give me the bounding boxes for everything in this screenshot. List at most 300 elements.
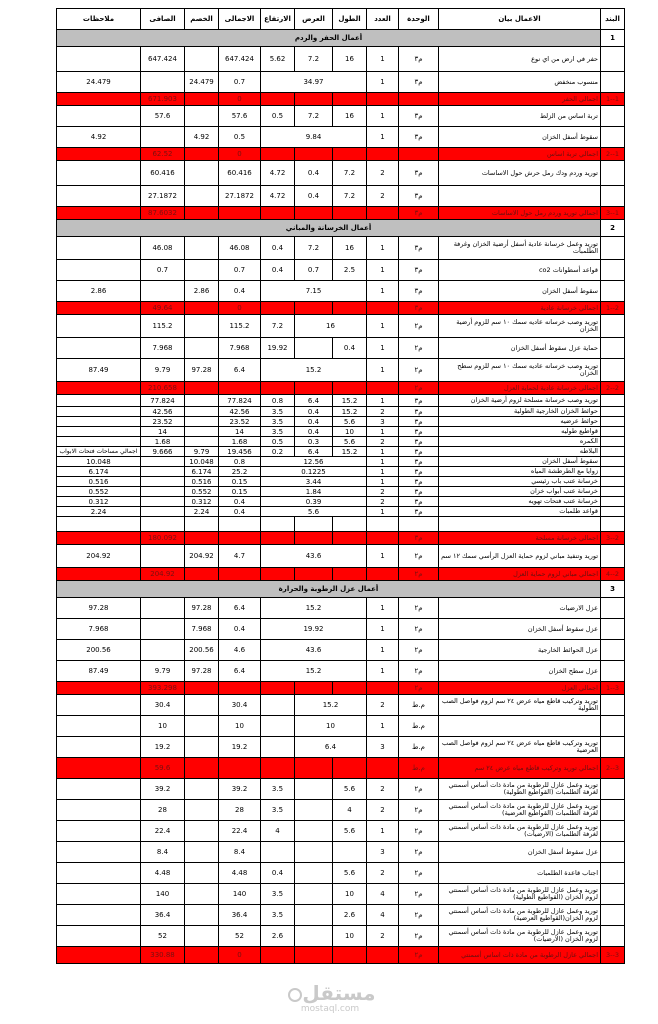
- item-height: 0.4: [261, 863, 295, 884]
- item-net: 87.49: [57, 359, 141, 382]
- item-width: [295, 863, 333, 884]
- item-description: اجمالي خرسانة عادية لحماية العزل: [439, 382, 601, 395]
- item-net: 0.312: [57, 497, 141, 507]
- item-total: 30.4: [219, 695, 261, 716]
- item-count: 1: [367, 619, 399, 640]
- item-total: 0: [219, 93, 261, 106]
- header-row: [57, 9, 625, 30]
- item-count: [367, 148, 399, 161]
- item-description: توريد وتركيب قاطع مياه عرض ٢٤ سم لزوم فواصل الصب الطولية: [439, 695, 601, 716]
- empty-cell: [295, 517, 333, 532]
- item-width: [295, 842, 333, 863]
- item-code: [601, 477, 625, 487]
- item-height: 3.5: [261, 407, 295, 417]
- header-count: العدد: [367, 9, 399, 30]
- item-height: 4.6: [219, 640, 261, 661]
- item-code: [601, 186, 625, 207]
- item-total: [219, 758, 261, 779]
- section-title: أعمال الخرسانة والمباني: [57, 220, 601, 237]
- item-net: 60.416: [141, 161, 185, 186]
- item-total: [219, 532, 261, 545]
- item-net: 7.968: [57, 619, 141, 640]
- item-note: [57, 532, 141, 545]
- item-height: [261, 758, 295, 779]
- empty-cell: [141, 517, 185, 532]
- item-count: 1: [367, 545, 399, 568]
- item-count: 1: [367, 315, 399, 338]
- item-length: 7.2: [333, 186, 367, 207]
- item-total: 52: [219, 926, 261, 947]
- item-description: قواطيع طوليه: [439, 427, 601, 437]
- item-height: 0.15: [219, 477, 261, 487]
- empty-cell: [57, 517, 141, 532]
- item-net: 97.28: [57, 598, 141, 619]
- item-total: 39.2: [219, 779, 261, 800]
- item-width: 7.2: [295, 237, 333, 260]
- item-code: [601, 661, 625, 682]
- item-net: 39.2: [141, 779, 185, 800]
- item-length: 5.6: [333, 821, 367, 842]
- item-description: عزل سقوط أسفل الخزان: [439, 619, 601, 640]
- item-height: 25.2: [219, 467, 261, 477]
- item-description: عزل سطح الخزان: [439, 661, 601, 682]
- subtotal-row: [57, 148, 625, 161]
- item-length: 10: [333, 926, 367, 947]
- item-unit: م٣: [399, 477, 439, 487]
- item-net: 52: [141, 926, 185, 947]
- section-number: 1: [601, 30, 625, 47]
- item-deduct: [141, 477, 185, 487]
- item-net: 57.6: [141, 106, 185, 127]
- item-deduct: [185, 821, 219, 842]
- item-description: زوايا مع الطرطشة المياه: [439, 467, 601, 477]
- item-width: [295, 926, 333, 947]
- item-row: [57, 395, 625, 407]
- item-dimension-merged: 7.15: [261, 281, 367, 302]
- item-unit: م٣: [399, 417, 439, 427]
- item-width: [295, 93, 333, 106]
- item-deduct: [185, 417, 219, 427]
- item-length: [333, 93, 367, 106]
- item-count: 1: [367, 447, 399, 457]
- item-row: [57, 619, 625, 640]
- item-note: [57, 395, 141, 407]
- item-length: [333, 302, 367, 315]
- section-number: 3: [601, 581, 625, 598]
- item-code: [601, 359, 625, 382]
- item-net: 115.2: [141, 315, 185, 338]
- item-count: 1: [367, 72, 399, 93]
- item-code: [601, 281, 625, 302]
- item-unit: م٣: [399, 161, 439, 186]
- item-unit: م٢: [399, 863, 439, 884]
- item-row: [57, 417, 625, 427]
- item-count: 1: [367, 106, 399, 127]
- item-width: 0.4: [295, 427, 333, 437]
- item-unit: م٣: [399, 127, 439, 148]
- watermark-arabic: مستقل: [302, 981, 376, 1005]
- item-unit: م٣: [399, 457, 439, 467]
- item-width: [295, 568, 333, 581]
- item-height: 0.5: [219, 127, 261, 148]
- item-unit: [399, 148, 439, 161]
- item-total: 23.52: [219, 417, 261, 427]
- item-unit: م٣: [399, 427, 439, 437]
- item-dimension-merged: 16: [295, 315, 367, 338]
- item-height: [261, 737, 295, 758]
- item-width: [295, 821, 333, 842]
- item-unit: م٢: [399, 640, 439, 661]
- item-count: 1: [367, 821, 399, 842]
- item-unit: م٢: [399, 884, 439, 905]
- item-unit: م٣: [399, 487, 439, 497]
- item-net: 10: [141, 716, 185, 737]
- item-total: 6.174: [185, 467, 219, 477]
- item-total: [219, 568, 261, 581]
- item-height: 3.5: [261, 905, 295, 926]
- item-note: [57, 437, 141, 447]
- item-total: 4.92: [185, 127, 219, 148]
- item-deduct: [185, 302, 219, 315]
- item-height: 0.4: [261, 260, 295, 281]
- item-height: 0.5: [261, 437, 295, 447]
- item-deduct: [185, 186, 219, 207]
- item-total: 14: [219, 427, 261, 437]
- item-count: 1: [367, 598, 399, 619]
- item-count: 2: [367, 863, 399, 884]
- item-length: 15.2: [333, 395, 367, 407]
- mostaql-logo-icon: [288, 988, 302, 1002]
- item-height: 0.4: [261, 237, 295, 260]
- item-code: [601, 842, 625, 863]
- item-count: 1: [367, 457, 399, 467]
- item-height: 0.8: [219, 457, 261, 467]
- item-code: [601, 598, 625, 619]
- item-description: حفر في ارض من اي نوع: [439, 47, 601, 72]
- header-notes: ملاحظات: [57, 9, 141, 30]
- item-row: [57, 640, 625, 661]
- item-net: 0.552: [57, 487, 141, 497]
- item-description: اجمالي الحفر: [439, 93, 601, 106]
- item-description: توريد وعمل عازل للرطوبة من مادة ذات أساس أسمنتي لزوم الخزان (القواطيع الطولية): [439, 884, 601, 905]
- item-count: [367, 93, 399, 106]
- item-description: عزل سقوط أسفل الخزان: [439, 842, 601, 863]
- item-code: 3--3: [601, 947, 625, 964]
- item-note: [57, 237, 141, 260]
- item-count: 2: [367, 497, 399, 507]
- item-description: اجمالي خرسانة مسلحة: [439, 532, 601, 545]
- item-count: 1: [367, 716, 399, 737]
- item-net: 42.56: [141, 407, 185, 417]
- item-code: 2--2: [601, 382, 625, 395]
- item-note: [57, 568, 141, 581]
- header-height: الارتفاع: [261, 9, 295, 30]
- item-total: 19.2: [219, 737, 261, 758]
- item-row: [57, 477, 625, 487]
- item-width: 7.2: [295, 106, 333, 127]
- item-description: توريد وصب خرسانه عاديه سمك ١٠ سم للزوم سطح الخزان: [439, 359, 601, 382]
- item-net: 19.2: [141, 737, 185, 758]
- empty-cell: [399, 517, 439, 532]
- item-length: [333, 758, 367, 779]
- item-row: [57, 427, 625, 437]
- item-count: 1: [367, 47, 399, 72]
- item-note: [57, 302, 141, 315]
- item-code: [601, 695, 625, 716]
- item-count: 1: [367, 338, 399, 359]
- header-deduct: الخصم: [185, 9, 219, 30]
- item-row: [57, 487, 625, 497]
- item-net: 0.7: [141, 260, 185, 281]
- item-row: [57, 661, 625, 682]
- item-height: 3.5: [261, 427, 295, 437]
- subtotal-row: [57, 947, 625, 964]
- item-description: اجمالي العزل: [439, 682, 601, 695]
- item-count: 2: [367, 695, 399, 716]
- item-net: 180.092: [141, 532, 185, 545]
- item-dimension-merged: 43.6: [261, 545, 367, 568]
- item-note: [57, 148, 141, 161]
- section-header: [57, 581, 625, 598]
- item-width: [295, 682, 333, 695]
- item-unit: م٣: [399, 447, 439, 457]
- item-dimension-merged: 6.4: [295, 737, 367, 758]
- item-deduct: [185, 779, 219, 800]
- subtotal-row: [57, 532, 625, 545]
- item-deduct: [185, 161, 219, 186]
- item-unit: م٢: [399, 545, 439, 568]
- item-unit: م٣: [399, 395, 439, 407]
- item-unit: م٢: [399, 568, 439, 581]
- item-dimension-merged: 1.84: [261, 487, 367, 497]
- item-width: 0.4: [295, 161, 333, 186]
- item-row: [57, 447, 625, 457]
- item-total: 0.552: [185, 487, 219, 497]
- item-code: [601, 863, 625, 884]
- item-note: [57, 695, 141, 716]
- item-length: [333, 532, 367, 545]
- item-description: توريد وعمل عازل للرطوبة من مادة ذات أساس أسمنتي لغرفة الطلمبات (القواطيع الطولية): [439, 779, 601, 800]
- item-code: [601, 457, 625, 467]
- section-number: 2: [601, 220, 625, 237]
- item-net: 87.49: [57, 661, 141, 682]
- item-unit: م٢: [399, 619, 439, 640]
- item-net: 10.048: [57, 457, 141, 467]
- item-unit: م٢: [399, 382, 439, 395]
- item-description: عزل الارضيات: [439, 598, 601, 619]
- item-description: اجمالي خرسانة عادية: [439, 302, 601, 315]
- item-height: 3.5: [261, 884, 295, 905]
- item-height: 19.92: [261, 338, 295, 359]
- item-dimension-merged: 15.2: [295, 695, 367, 716]
- item-row: [57, 186, 625, 207]
- item-description: توريد وردم ودك رمل حرش حول الاساسات: [439, 161, 601, 186]
- item-description: اجمالي عازل الرطوبة من مادة ذات اساس أسمنتي: [439, 947, 601, 964]
- item-total: 0.312: [185, 497, 219, 507]
- item-length: 5.6: [333, 417, 367, 427]
- item-count: [367, 532, 399, 545]
- item-net: 210.658: [141, 382, 185, 395]
- item-description: البلاطه: [439, 447, 601, 457]
- item-count: 2: [367, 779, 399, 800]
- item-height: 0.4: [219, 497, 261, 507]
- item-count: 1: [367, 127, 399, 148]
- item-code: 1--2: [601, 148, 625, 161]
- item-unit: م.ط: [399, 695, 439, 716]
- item-count: [367, 568, 399, 581]
- item-count: 1: [367, 359, 399, 382]
- item-unit: م٢: [399, 779, 439, 800]
- item-row: [57, 437, 625, 447]
- item-count: 3: [367, 417, 399, 427]
- item-height: [261, 148, 295, 161]
- item-length: [333, 682, 367, 695]
- item-total: 7.968: [219, 338, 261, 359]
- item-code: [601, 417, 625, 427]
- item-note: [57, 186, 141, 207]
- item-length: 15.2: [333, 407, 367, 417]
- item-description: توريد وتنفيذ مباني لزوم حماية العزل الرأسي سمك ١٢ سم: [439, 545, 601, 568]
- item-code: [601, 315, 625, 338]
- item-note: [57, 417, 141, 427]
- item-length: 4: [333, 800, 367, 821]
- item-width: [295, 382, 333, 395]
- item-description: خرسانة عتب باب رئيسي: [439, 477, 601, 487]
- section-title: أعمال عزل الرطوبة والحرارة: [57, 581, 601, 598]
- item-count: 1: [367, 395, 399, 407]
- item-description: حماية عزل سقوط أسفل الخزان: [439, 338, 601, 359]
- item-width: [295, 758, 333, 779]
- item-row: [57, 338, 625, 359]
- item-total: [219, 682, 261, 695]
- item-code: 3--2: [601, 758, 625, 779]
- item-dimension-merged: 19.92: [261, 619, 367, 640]
- item-dimension-merged: 9.84: [261, 127, 367, 148]
- item-height: 4.7: [219, 545, 261, 568]
- item-height: [261, 716, 295, 737]
- item-deduct: 9.79: [141, 661, 185, 682]
- item-code: 2--1: [601, 302, 625, 315]
- item-total: 36.4: [219, 905, 261, 926]
- empty-cell: [439, 517, 601, 532]
- empty-cell: [601, 517, 625, 532]
- item-row: [57, 161, 625, 186]
- item-deduct: [185, 407, 219, 417]
- item-length: [333, 148, 367, 161]
- item-note: [57, 93, 141, 106]
- item-dimension-merged: 12.56: [261, 457, 367, 467]
- item-net: 2.86: [57, 281, 141, 302]
- item-count: 3: [367, 737, 399, 758]
- item-unit: م٣: [399, 237, 439, 260]
- item-width: [295, 947, 333, 964]
- item-unit: م٣: [399, 72, 439, 93]
- item-total: 24.479: [185, 72, 219, 93]
- item-net: 140: [141, 884, 185, 905]
- header-total: الاجمالى: [219, 9, 261, 30]
- item-deduct: [185, 884, 219, 905]
- item-total: 46.08: [219, 237, 261, 260]
- item-dimension-merged: 43.6: [261, 640, 367, 661]
- item-row: [57, 47, 625, 72]
- item-length: 10: [333, 884, 367, 905]
- item-width: 0.4: [295, 186, 333, 207]
- item-total: 0.7: [219, 260, 261, 281]
- item-height: 4.72: [261, 186, 295, 207]
- item-description: توريد وصب خرسانة مسلحة لزوم أرضية الخزان: [439, 395, 601, 407]
- item-note: [57, 947, 141, 964]
- item-row: [57, 842, 625, 863]
- item-height: 3.5: [261, 779, 295, 800]
- item-deduct: [141, 640, 185, 661]
- subtotal-row: [57, 758, 625, 779]
- item-deduct: [185, 737, 219, 758]
- item-height: 6.4: [219, 661, 261, 682]
- item-width: [295, 532, 333, 545]
- item-note: [57, 884, 141, 905]
- empty-cell: [367, 517, 399, 532]
- item-length: [333, 947, 367, 964]
- item-count: 1: [367, 507, 399, 517]
- item-row: [57, 779, 625, 800]
- item-row: [57, 467, 625, 477]
- item-description: اجناب قاعدة الطلمبات: [439, 863, 601, 884]
- item-deduct: [185, 207, 219, 220]
- item-height: 6.4: [219, 598, 261, 619]
- item-length: [333, 568, 367, 581]
- item-height: 0.4: [219, 507, 261, 517]
- item-count: 1: [367, 260, 399, 281]
- item-deduct: [185, 315, 219, 338]
- item-code: [601, 395, 625, 407]
- item-length: [333, 207, 367, 220]
- item-deduct: [141, 72, 185, 93]
- item-deduct: [141, 467, 185, 477]
- item-height: [261, 382, 295, 395]
- item-count: 2: [367, 161, 399, 186]
- item-deduct: [185, 716, 219, 737]
- item-unit: [399, 93, 439, 106]
- item-deduct: [141, 507, 185, 517]
- item-total: 97.28: [185, 359, 219, 382]
- section-title: أعمال الحفر والردم: [57, 30, 601, 47]
- item-code: 1--1: [601, 93, 625, 106]
- item-count: 2: [367, 487, 399, 497]
- header-length: الطول: [333, 9, 367, 30]
- item-total: 115.2: [219, 315, 261, 338]
- item-code: [601, 427, 625, 437]
- item-total: 0.516: [185, 477, 219, 487]
- item-height: [261, 568, 295, 581]
- item-deduct: [185, 905, 219, 926]
- item-code: [601, 106, 625, 127]
- item-count: 2: [367, 407, 399, 417]
- item-count: [367, 682, 399, 695]
- item-unit: م٣: [399, 47, 439, 72]
- item-net: 9.666: [141, 447, 185, 457]
- item-row: [57, 507, 625, 517]
- item-row: [57, 800, 625, 821]
- item-total: 0: [219, 947, 261, 964]
- item-height: 0.4: [219, 619, 261, 640]
- item-width: 0.3: [295, 437, 333, 447]
- item-count: 2: [367, 186, 399, 207]
- item-deduct: [185, 427, 219, 437]
- item-count: 1: [367, 281, 399, 302]
- item-unit: م٣: [399, 507, 439, 517]
- item-row: [57, 497, 625, 507]
- item-total: 42.56: [219, 407, 261, 417]
